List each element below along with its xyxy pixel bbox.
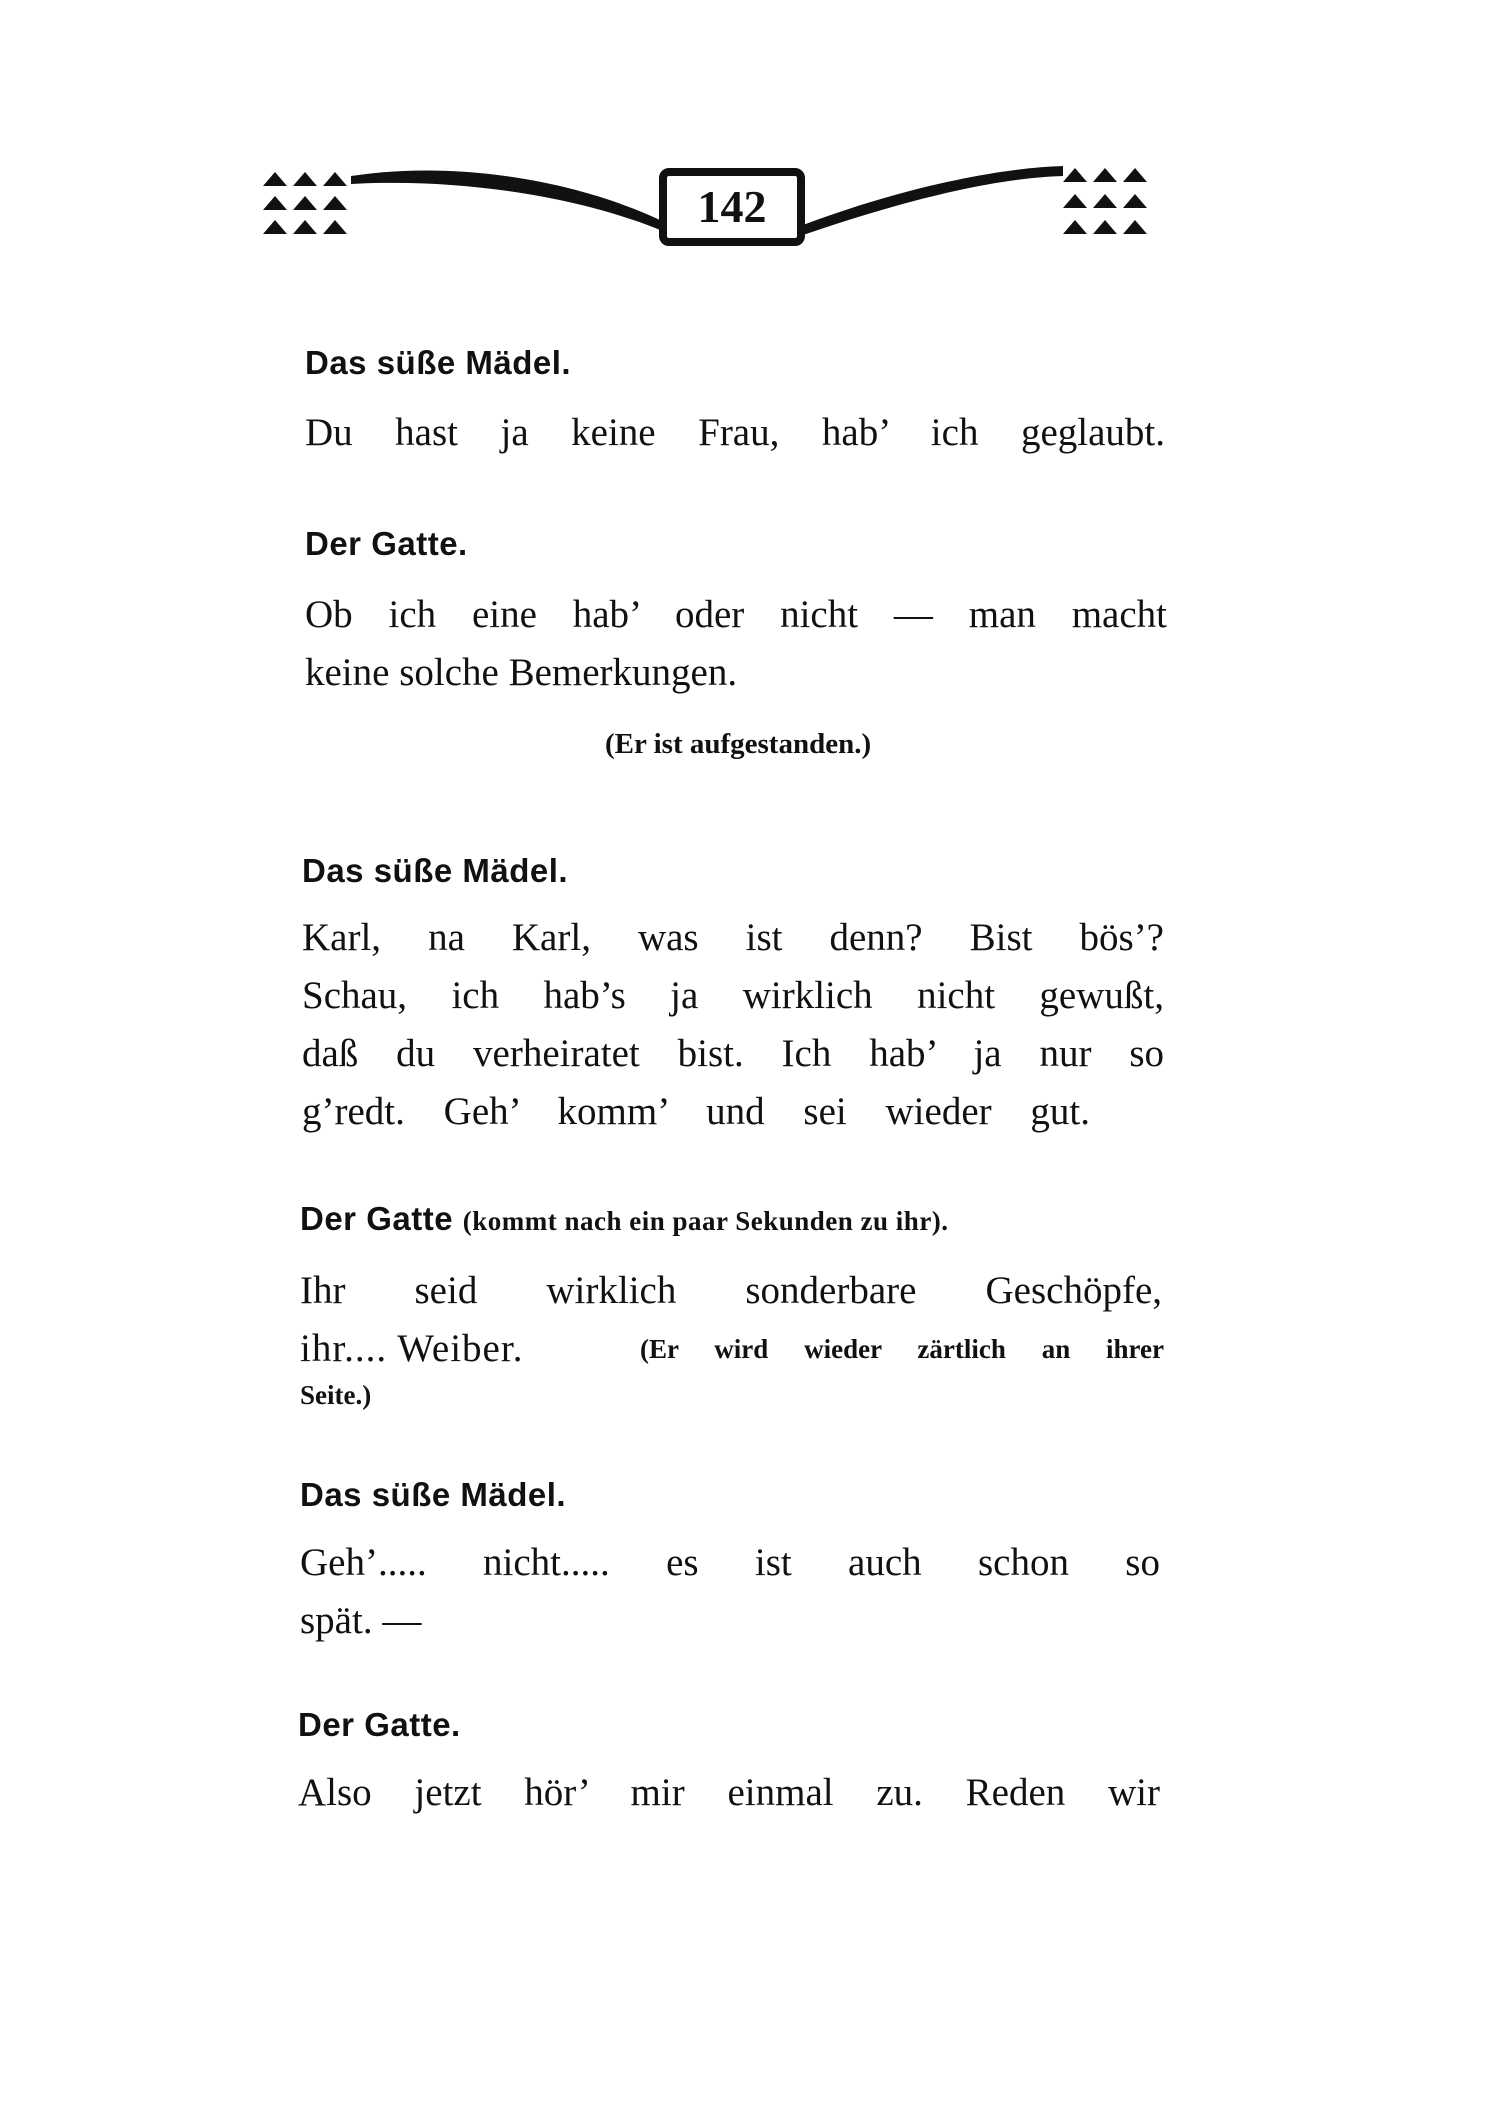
dialogue-text: Also jetzt hör’ mir einmal zu. Reden wir (298, 1771, 1160, 1814)
club-cluster-left-icon (263, 172, 347, 234)
speaker-name: Das süße Mädel. (300, 1476, 567, 1513)
page-number: 142 (697, 181, 767, 232)
dialogue-text: ihr.... Weiber. (300, 1327, 524, 1370)
speaker-label: Der Gatte (300, 1200, 454, 1237)
page-header (255, 150, 1215, 270)
speaker-name (300, 1200, 949, 1238)
dialogue-text: Geh’..... nicht..... es ist auch schon so (300, 1541, 1160, 1584)
speaker-name: Das süße Mädel. (305, 344, 572, 381)
dialogue-text: spät. — (300, 1599, 422, 1642)
speaker-name: Das süße Mädel. (302, 852, 569, 889)
speaker-stage-direction: (kommt nach ein paar Sekunden zu ihr). (462, 1206, 949, 1236)
dialogue-text: keine solche Bemerkungen. (305, 651, 738, 694)
club-cluster-right-icon (1063, 168, 1147, 234)
inline-stage-direction: Seite.) (300, 1380, 372, 1410)
dialogue-text: Ob ich eine hab’ oder nicht — man macht (305, 593, 1167, 636)
dialogue-text: Du hast ja keine Frau, hab’ ich geglaubt. (305, 411, 1165, 454)
stage-direction: (Er ist aufgestanden.) (605, 728, 872, 760)
dialogue-text: g’redt. Geh’ komm’ und sei wieder gut. (302, 1090, 1090, 1133)
speaker-name: Der Gatte. (298, 1706, 461, 1743)
inline-stage-direction: (Er wird wieder zärtlich an ihrer (640, 1334, 1164, 1364)
dialogue-text: Karl, na Karl, was ist denn? Bist bös’? (302, 916, 1164, 959)
dialogue-text: Ihr seid wirklich sonderbare Geschöpfe, (300, 1269, 1162, 1312)
dialogue-text: daß du verheiratet bist. Ich hab’ ja nur so (302, 1032, 1164, 1075)
dialogue-text: Schau, ich hab’s ja wirklich nicht gewußt, (302, 974, 1164, 1017)
speaker-name: Der Gatte. (305, 525, 468, 562)
